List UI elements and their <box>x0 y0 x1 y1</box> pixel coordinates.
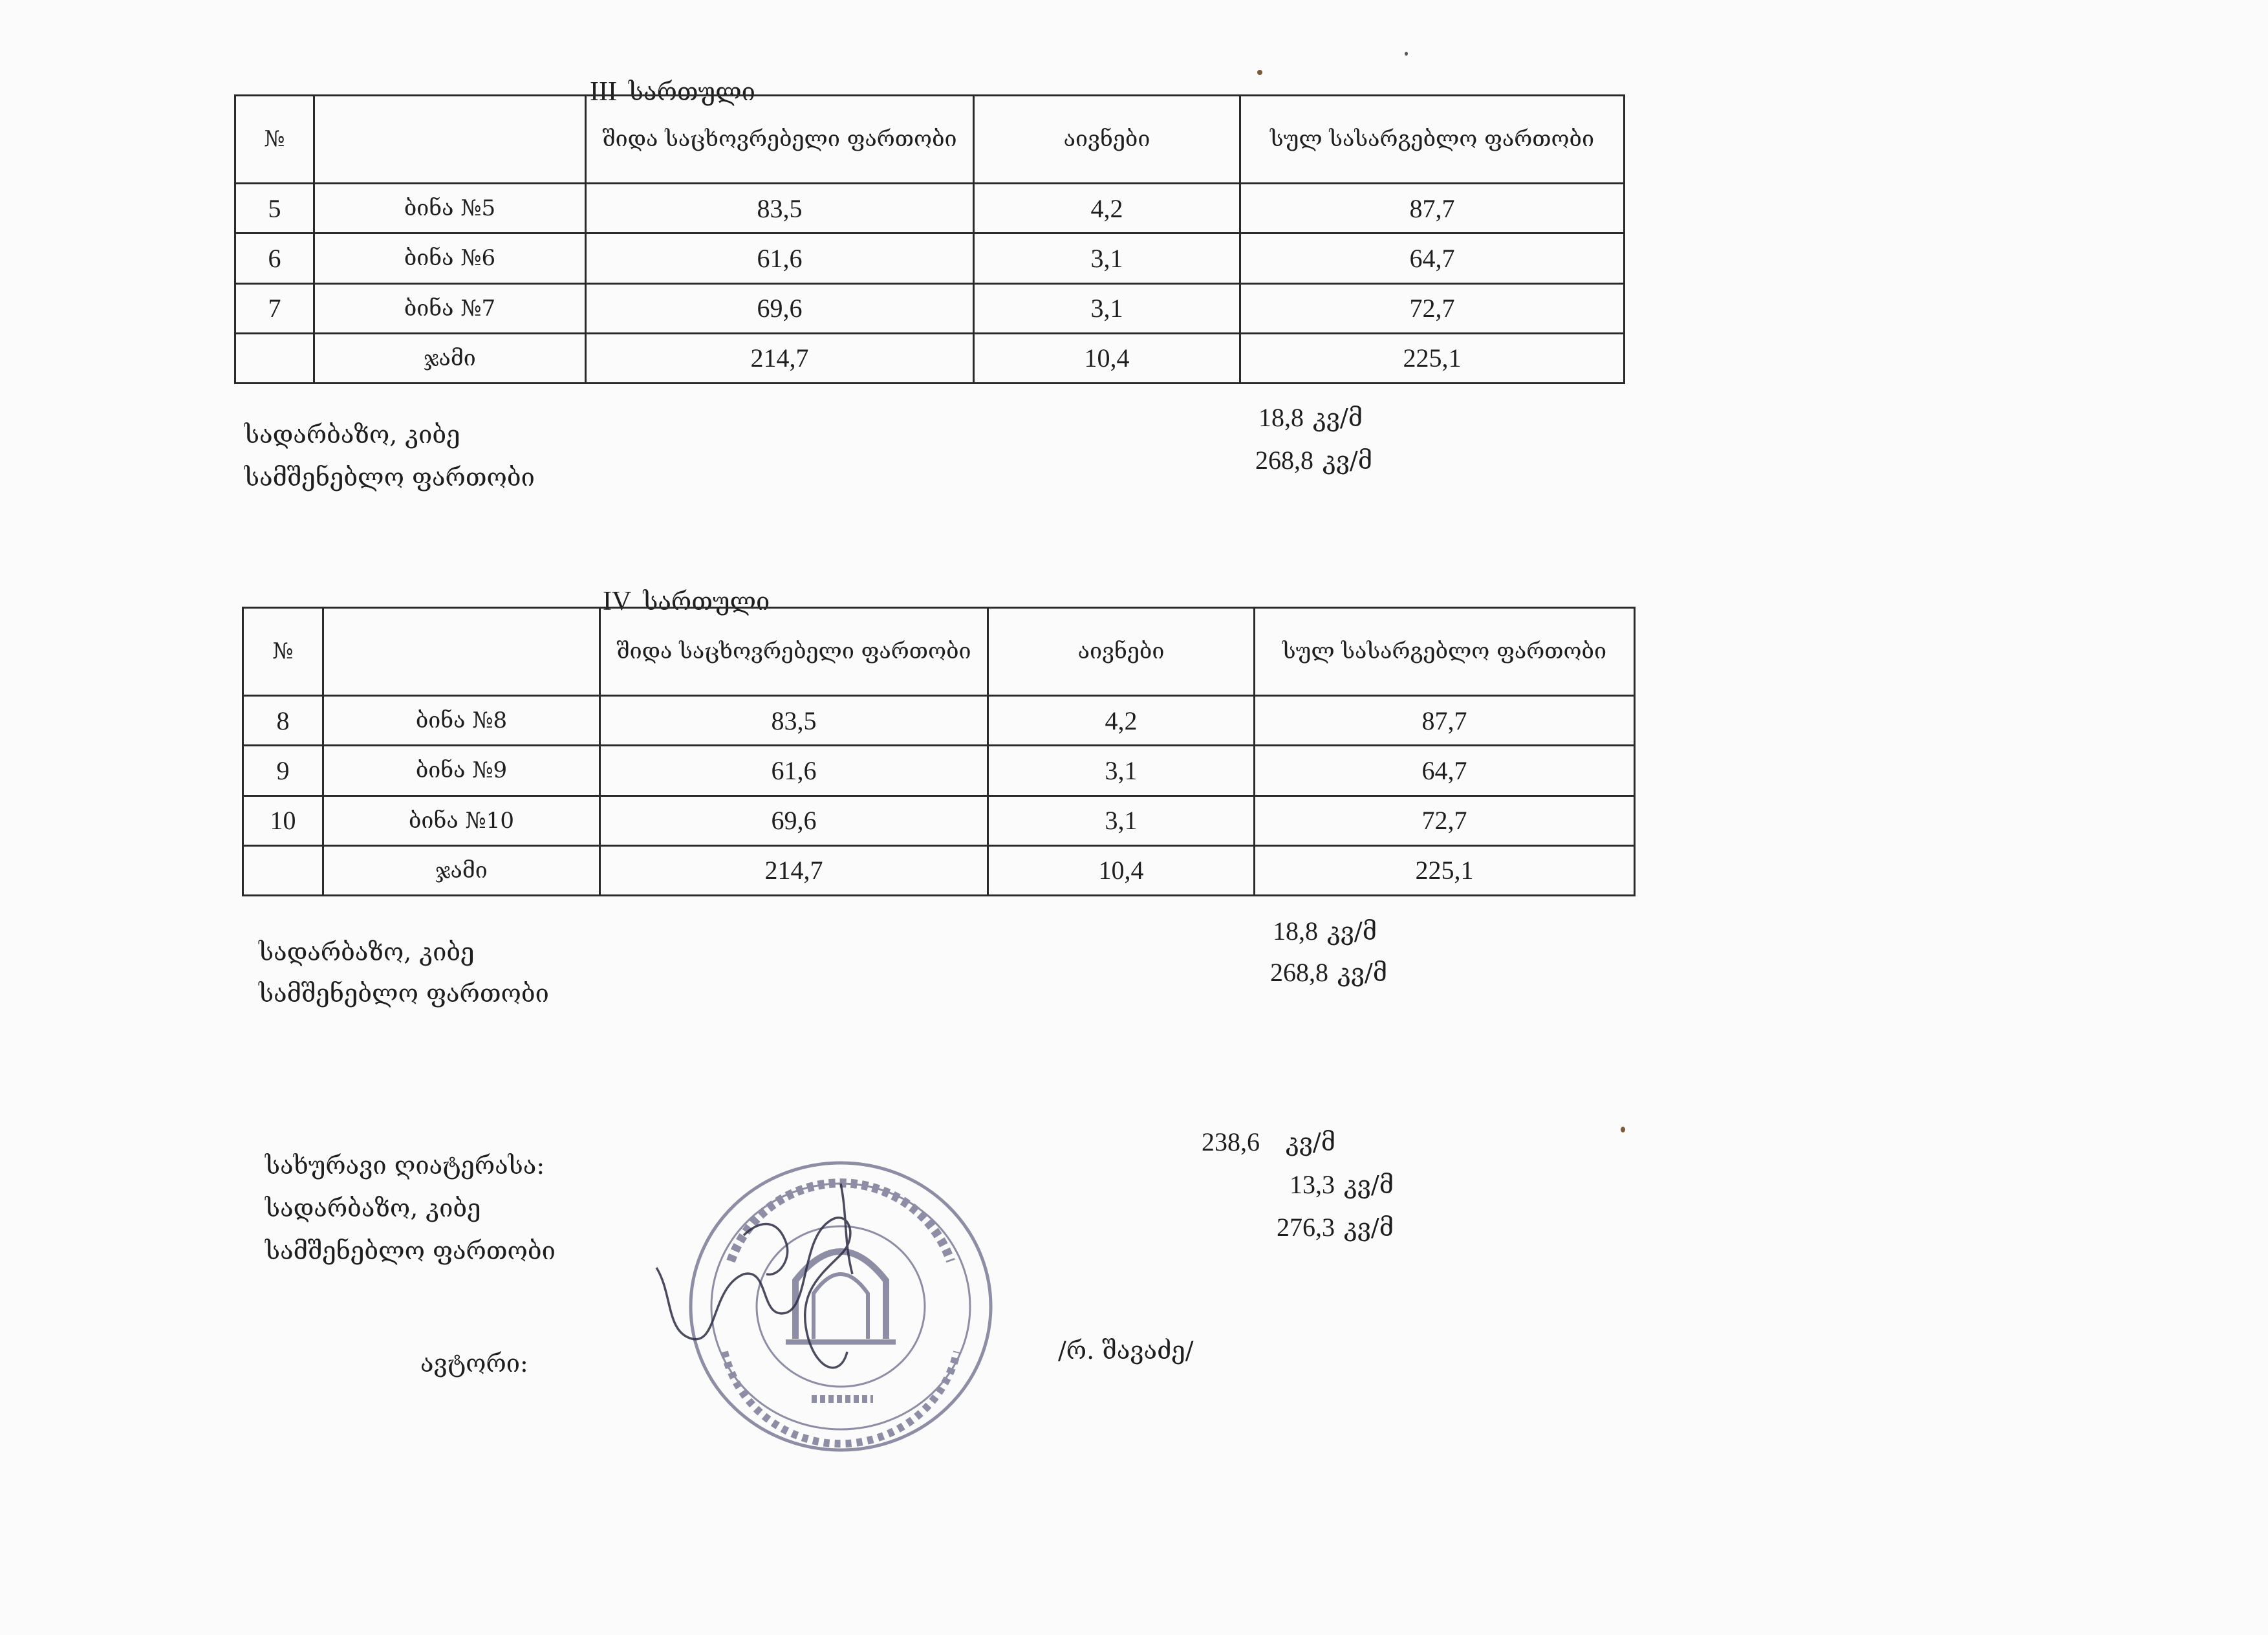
balcony-area-total: 10,4 <box>974 333 1240 383</box>
row-number: 5 <box>235 184 314 233</box>
interior-area: 83,5 <box>586 184 974 233</box>
table-row <box>235 233 1625 283</box>
value-number: 13,3 <box>1290 1170 1335 1199</box>
total-area: 87,7 <box>1240 184 1625 233</box>
floor-name: სართული <box>628 78 755 106</box>
header-blank <box>323 608 600 696</box>
interior-area: 83,5 <box>600 696 988 746</box>
interior-area: 69,6 <box>600 796 988 845</box>
value-unit: კვ/მ <box>1286 1128 1335 1156</box>
stairwell-value <box>1258 402 1363 433</box>
header-number: № <box>235 96 314 184</box>
header-row <box>243 608 1635 696</box>
floor-roman: III <box>590 77 617 107</box>
table-row <box>243 796 1635 845</box>
value-number: 276,3 <box>1277 1213 1335 1242</box>
header-row <box>235 96 1625 184</box>
interior-area: 61,6 <box>600 746 988 796</box>
row-number <box>243 845 323 895</box>
row-number: 10 <box>243 796 323 845</box>
stairwell-value <box>1290 1169 1394 1200</box>
row-number: 7 <box>235 283 314 333</box>
balcony-area: 3,1 <box>988 796 1255 845</box>
row-number <box>235 333 314 383</box>
total-area: 87,7 <box>1255 696 1635 746</box>
row-number: 6 <box>235 233 314 283</box>
building-area-label: სამშენებლო ფართობი <box>259 979 549 1008</box>
header-balconies: აივნები <box>988 608 1255 696</box>
apartment-name: ბინა №6 <box>314 233 586 283</box>
table-row <box>243 746 1635 796</box>
floor-iii-table <box>234 94 1625 384</box>
stairwell-value <box>1273 916 1377 946</box>
total-area-total: 225,1 <box>1255 845 1635 895</box>
balcony-area-total: 10,4 <box>988 845 1255 895</box>
value-number: 238,6 <box>1202 1127 1260 1156</box>
total-label: ჯამი <box>314 333 586 383</box>
value-unit: კვ/მ <box>1344 1171 1394 1199</box>
value-unit: კვ/მ <box>1327 917 1377 946</box>
roof-terrace-value <box>1202 1127 1335 1157</box>
scan-speck <box>1405 52 1408 56</box>
scan-speck <box>1621 1127 1625 1132</box>
stairwell-label: სადარბაზო, კიბე <box>265 1194 481 1222</box>
header-total-usable-area: სულ სასარგებლო ფართობი <box>1240 96 1625 184</box>
apartment-name: ბინა №10 <box>323 796 600 845</box>
balcony-area: 4,2 <box>974 184 1240 233</box>
building-area-value <box>1255 445 1372 475</box>
floor-name: სართული <box>643 587 770 616</box>
header-interior-area: შიდა საცხოვრებელი ფართობი <box>586 96 974 184</box>
balcony-area: 3,1 <box>974 283 1240 333</box>
total-area: 72,7 <box>1240 283 1625 333</box>
building-area-label: სამშენებლო ფართობი <box>265 1237 556 1265</box>
building-area-label: სამშენებლო ფართობი <box>244 463 535 492</box>
header-balconies: აივნები <box>974 96 1240 184</box>
official-stamp <box>647 1145 1009 1468</box>
floor-iv-table <box>242 607 1636 896</box>
apartment-name: ბინა №7 <box>314 283 586 333</box>
author-label: ავტორი: <box>420 1349 528 1378</box>
header-blank <box>314 96 586 184</box>
author-name: /რ. შავაძე/ <box>1058 1336 1194 1365</box>
apartment-name: ბინა №5 <box>314 184 586 233</box>
value-number: 18,8 <box>1258 403 1304 432</box>
stairwell-label: სადარბაზო, კიბე <box>244 420 460 449</box>
floor-roman: IV <box>603 587 632 616</box>
building-area-value <box>1270 957 1387 988</box>
interior-area-total: 214,7 <box>600 845 988 895</box>
stairwell-label: სადარბაზო, კიბე <box>259 938 475 966</box>
interior-area-total: 214,7 <box>586 333 974 383</box>
total-row <box>243 845 1635 895</box>
apartment-name: ბინა №9 <box>323 746 600 796</box>
table-row <box>243 696 1635 746</box>
value-number: 268,8 <box>1255 446 1314 475</box>
building-area-value <box>1277 1212 1394 1242</box>
balcony-area: 3,1 <box>974 233 1240 283</box>
total-area: 64,7 <box>1240 233 1625 283</box>
total-area-total: 225,1 <box>1240 333 1625 383</box>
total-area: 72,7 <box>1255 796 1635 845</box>
value-number: 18,8 <box>1273 916 1319 946</box>
interior-area: 69,6 <box>586 283 974 333</box>
value-unit: კვ/მ <box>1344 1213 1394 1242</box>
header-number: № <box>243 608 323 696</box>
table-row <box>235 283 1625 333</box>
balcony-area: 3,1 <box>988 746 1255 796</box>
balcony-area: 4,2 <box>988 696 1255 746</box>
roof-terrace-label: სახურავი ღიატერასა: <box>265 1151 545 1180</box>
value-unit: კვ/მ <box>1337 958 1387 987</box>
header-total-usable-area: სულ სასარგებლო ფართობი <box>1255 608 1635 696</box>
value-unit: კვ/მ <box>1313 404 1363 432</box>
header-interior-area: შიდა საცხოვრებელი ფართობი <box>600 608 988 696</box>
scan-speck <box>1257 70 1262 75</box>
value-number: 268,8 <box>1270 958 1329 987</box>
apartment-name: ბინა №8 <box>323 696 600 746</box>
value-unit: კვ/მ <box>1323 446 1372 475</box>
total-area: 64,7 <box>1255 746 1635 796</box>
total-label: ჯამი <box>323 845 600 895</box>
row-number: 9 <box>243 746 323 796</box>
row-number: 8 <box>243 696 323 746</box>
table-row <box>235 184 1625 233</box>
interior-area: 61,6 <box>586 233 974 283</box>
total-row <box>235 333 1625 383</box>
